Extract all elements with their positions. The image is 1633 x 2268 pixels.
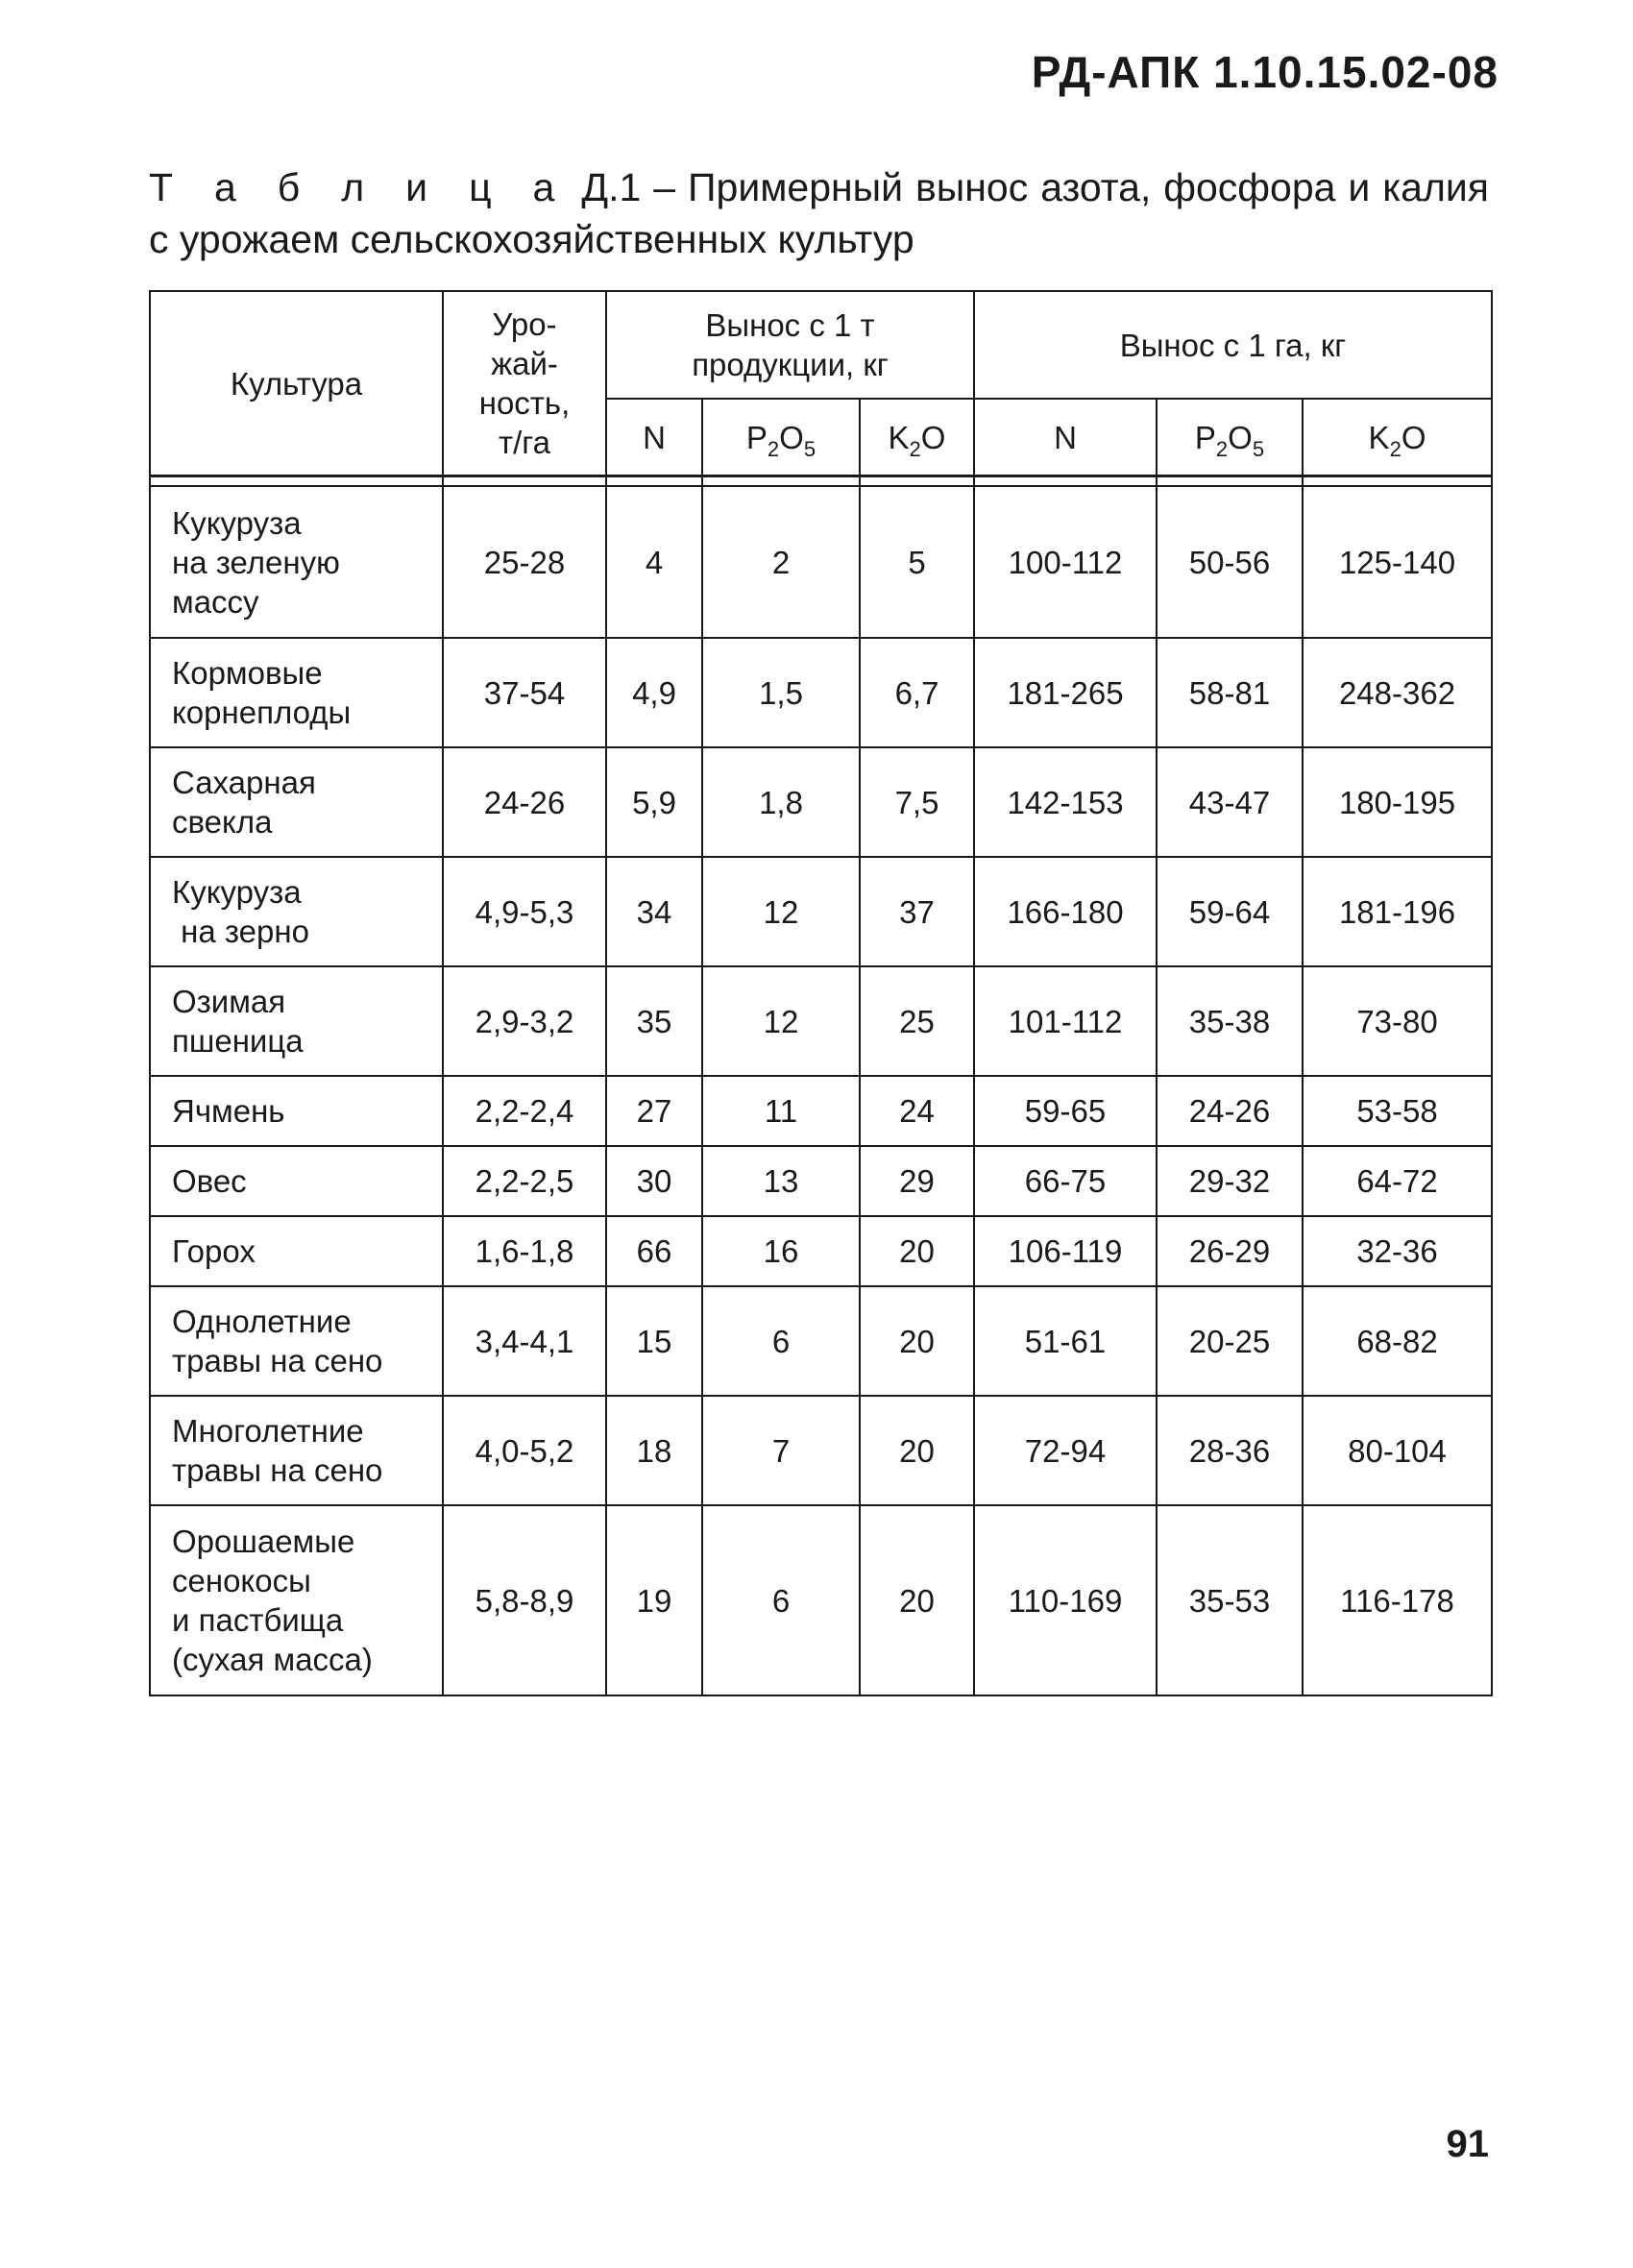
cell-crop: Овес <box>150 1146 443 1216</box>
cell-n-per-ha: 110-169 <box>974 1505 1157 1695</box>
col-header-p2o5-per-ha: $P_2O_5$ <box>1157 399 1303 476</box>
cell-p2o5-per-ha: 29-32 <box>1157 1146 1303 1216</box>
cell-k2o-per-ha: 180-195 <box>1303 747 1492 857</box>
table-body <box>150 486 1492 1695</box>
cell-n-per-ha: 181-265 <box>974 638 1157 747</box>
col-header-n-per-ton: N <box>606 399 702 476</box>
cell-yield: 5,8-8,9 <box>443 1505 606 1695</box>
cell-p2o5-per-ha: 24-26 <box>1157 1076 1303 1146</box>
cell-n-per-ha: 166-180 <box>974 857 1157 966</box>
cell-yield: 1,6-1,8 <box>443 1216 606 1286</box>
cell-n-per-ton: 30 <box>606 1146 702 1216</box>
cell-n-per-ton: 34 <box>606 857 702 966</box>
cell-p2o5-per-ha: 26-29 <box>1157 1216 1303 1286</box>
cell-n-per-ton: 27 <box>606 1076 702 1146</box>
col-header-crop: Культура <box>150 291 443 476</box>
cell-k2o-per-ha: 53-58 <box>1303 1076 1492 1146</box>
cell-yield: 4,9-5,3 <box>443 857 606 966</box>
cell-p2o5-per-ha: 43-47 <box>1157 747 1303 857</box>
cell-k2o-per-ton: 20 <box>860 1216 974 1286</box>
table-row <box>150 638 1492 747</box>
cell-p2o5-per-ton: 6 <box>702 1505 860 1695</box>
col-header-k2o-per-ton: $K_2O$ <box>860 399 974 476</box>
col-header-per-ha: Вынос с 1 га, кг <box>974 291 1492 399</box>
cell-k2o-per-ton: 20 <box>860 1396 974 1505</box>
cell-crop: Кукуруза на зерно <box>150 857 443 966</box>
cell-n-per-ha: 101-112 <box>974 966 1157 1076</box>
cell-k2o-per-ton: 6,7 <box>860 638 974 747</box>
cell-k2o-per-ha: 64-72 <box>1303 1146 1492 1216</box>
cell-crop: Кукуруза на зеленую массу <box>150 486 443 638</box>
cell-p2o5-per-ha: 58-81 <box>1157 638 1303 747</box>
cell-n-per-ton: 19 <box>606 1505 702 1695</box>
cell-k2o-per-ton: 5 <box>860 486 974 638</box>
cell-p2o5-per-ha: 50-56 <box>1157 486 1303 638</box>
cell-p2o5-per-ton: 6 <box>702 1286 860 1396</box>
caption-label: Т а б л и ц а <box>149 165 570 209</box>
table-row <box>150 1286 1492 1396</box>
cell-n-per-ha: 100-112 <box>974 486 1157 638</box>
cell-crop: Горох <box>150 1216 443 1286</box>
cell-yield: 37-54 <box>443 638 606 747</box>
cell-n-per-ha: 142-153 <box>974 747 1157 857</box>
cell-k2o-per-ha: 125-140 <box>1303 486 1492 638</box>
cell-p2o5-per-ton: 12 <box>702 857 860 966</box>
col-header-p2o5-per-ton: $P_2O_5$ <box>702 399 860 476</box>
cell-n-per-ha: 72-94 <box>974 1396 1157 1505</box>
cell-crop: Однолетние травы на сено <box>150 1286 443 1396</box>
cell-k2o-per-ha: 32-36 <box>1303 1216 1492 1286</box>
header-separator <box>150 476 1492 487</box>
cell-n-per-ha: 106-119 <box>974 1216 1157 1286</box>
cell-p2o5-per-ha: 35-38 <box>1157 966 1303 1076</box>
cell-k2o-per-ton: 29 <box>860 1146 974 1216</box>
cell-k2o-per-ton: 24 <box>860 1076 974 1146</box>
cell-p2o5-per-ton: 1,5 <box>702 638 860 747</box>
cell-n-per-ha: 59-65 <box>974 1076 1157 1146</box>
cell-k2o-per-ha: 68-82 <box>1303 1286 1492 1396</box>
cell-yield: 2,2-2,5 <box>443 1146 606 1216</box>
cell-p2o5-per-ton: 11 <box>702 1076 860 1146</box>
cell-n-per-ton: 35 <box>606 966 702 1076</box>
caption-text: Д.1 – Примерный вынос азота, фосфора и калия с урожаем сельскохозяйственных культур <box>149 165 1489 261</box>
cell-n-per-ha: 51-61 <box>974 1286 1157 1396</box>
table-row <box>150 1146 1492 1216</box>
cell-yield: 2,2-2,4 <box>443 1076 606 1146</box>
cell-yield: 4,0-5,2 <box>443 1396 606 1505</box>
cell-k2o-per-ton: 20 <box>860 1505 974 1695</box>
cell-p2o5-per-ton: 2 <box>702 486 860 638</box>
table-row <box>150 747 1492 857</box>
cell-k2o-per-ton: 7,5 <box>860 747 974 857</box>
cell-crop: Многолетние травы на сено <box>150 1396 443 1505</box>
cell-yield: 3,4-4,1 <box>443 1286 606 1396</box>
cell-k2o-per-ton: 25 <box>860 966 974 1076</box>
cell-p2o5-per-ha: 20-25 <box>1157 1286 1303 1396</box>
cell-k2o-per-ha: 181-196 <box>1303 857 1492 966</box>
cell-p2o5-per-ton: 16 <box>702 1216 860 1286</box>
cell-p2o5-per-ton: 12 <box>702 966 860 1076</box>
cell-n-per-ton: 15 <box>606 1286 702 1396</box>
cell-p2o5-per-ha: 28-36 <box>1157 1396 1303 1505</box>
table-row <box>150 1505 1492 1695</box>
table-row <box>150 1216 1492 1286</box>
cell-n-per-ha: 66-75 <box>974 1146 1157 1216</box>
cell-p2o5-per-ha: 35-53 <box>1157 1505 1303 1695</box>
cell-n-per-ton: 66 <box>606 1216 702 1286</box>
cell-crop: Кормовые корнеплоды <box>150 638 443 747</box>
table-row <box>150 966 1492 1076</box>
cell-n-per-ton: 4,9 <box>606 638 702 747</box>
table-row <box>150 1396 1492 1505</box>
cell-k2o-per-ha: 80-104 <box>1303 1396 1492 1505</box>
table-row <box>150 857 1492 966</box>
cell-yield: 2,9-3,2 <box>443 966 606 1076</box>
table-row <box>150 1076 1492 1146</box>
cell-k2o-per-ha: 73-80 <box>1303 966 1492 1076</box>
cell-p2o5-per-ha: 59-64 <box>1157 857 1303 966</box>
cell-k2o-per-ha: 248-362 <box>1303 638 1492 747</box>
col-header-per-ton: Вынос с 1 т продукции, кг <box>606 291 974 399</box>
cell-yield: 24-26 <box>443 747 606 857</box>
header-row-1 <box>150 291 1492 399</box>
cell-k2o-per-ton: 20 <box>860 1286 974 1396</box>
table-caption <box>149 161 1489 265</box>
cell-crop: Сахарная свекла <box>150 747 443 857</box>
page-number: 91 <box>1446 2123 1489 2165</box>
cell-crop: Ячмень <box>150 1076 443 1146</box>
cell-k2o-per-ha: 116-178 <box>1303 1505 1492 1695</box>
col-header-n-per-ha: N <box>974 399 1157 476</box>
cell-yield: 25-28 <box>443 486 606 638</box>
document-code: РД-АПК 1.10.15.02-08 <box>1031 47 1499 97</box>
cell-n-per-ton: 18 <box>606 1396 702 1505</box>
cell-n-per-ton: 4 <box>606 486 702 638</box>
cell-crop: Озимая пшеница <box>150 966 443 1076</box>
nutrient-removal-table <box>149 290 1493 1696</box>
cell-n-per-ton: 5,9 <box>606 747 702 857</box>
cell-crop: Орошаемые сенокосы и пастбища (сухая масса) <box>150 1505 443 1695</box>
col-header-k2o-per-ha: $K_2O$ <box>1303 399 1492 476</box>
cell-p2o5-per-ton: 7 <box>702 1396 860 1505</box>
col-header-yield: Уро- жай- ность, т/га <box>443 291 606 476</box>
table-row <box>150 486 1492 638</box>
cell-k2o-per-ton: 37 <box>860 857 974 966</box>
cell-p2o5-per-ton: 1,8 <box>702 747 860 857</box>
cell-p2o5-per-ton: 13 <box>702 1146 860 1216</box>
